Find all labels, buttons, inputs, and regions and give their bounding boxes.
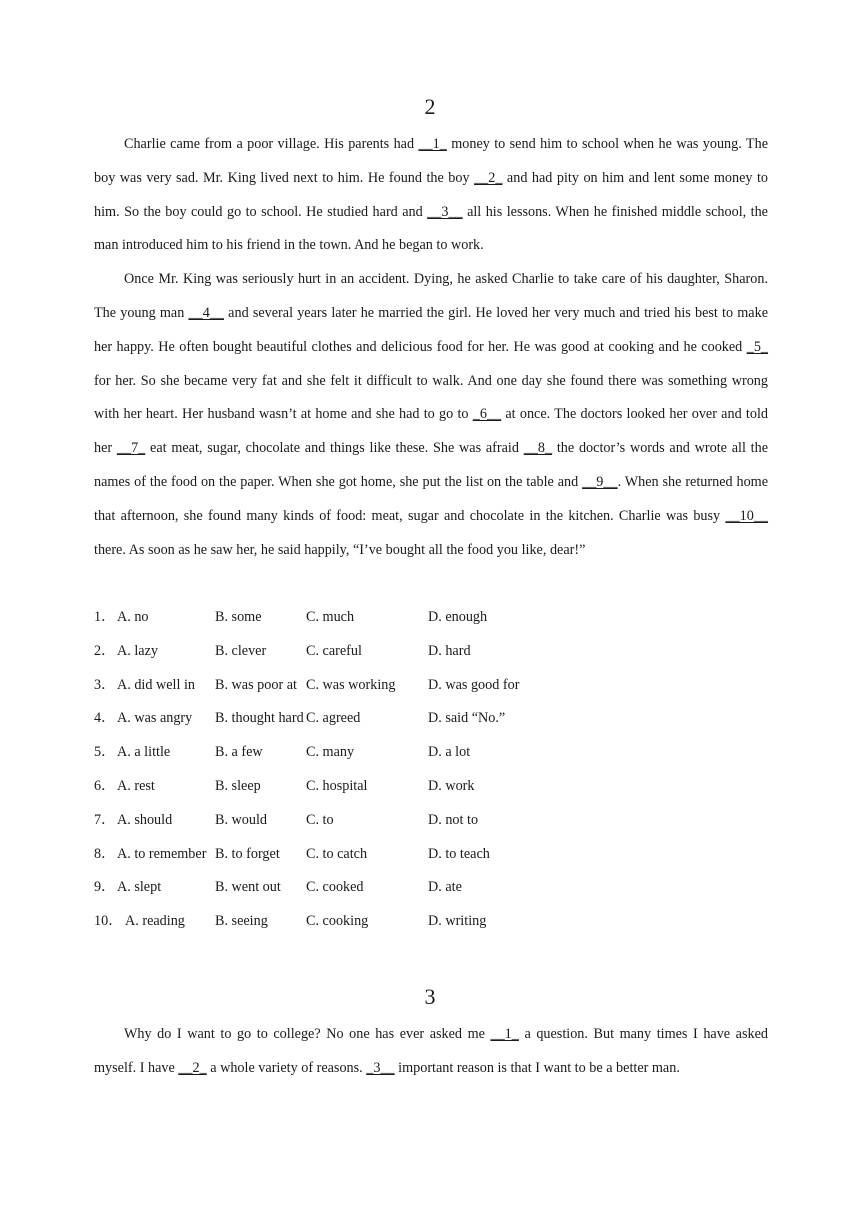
option-d: D. ate xyxy=(428,879,462,896)
blank-1: __1_ xyxy=(418,136,447,152)
option-b: B. thought hard xyxy=(215,710,304,727)
text-run: important reason is that I want to be a better man. xyxy=(394,1059,680,1076)
option-row-6 xyxy=(94,770,768,804)
text-run: at once. The doctors looked her over and told her xyxy=(94,406,768,457)
option-b: B. some xyxy=(215,609,262,625)
option-d: D. hard xyxy=(428,642,471,659)
option-a: A. rest xyxy=(117,777,155,794)
option-c: C. was working xyxy=(306,676,396,693)
text-run: money to send him to school when he was young. The boy was very sad. Mr. King lived next to him. He found the boy xyxy=(94,136,768,186)
option-d: D. a lot xyxy=(428,744,471,761)
option-c: C. many xyxy=(306,744,355,761)
option-row-10 xyxy=(94,905,768,939)
passage-2 xyxy=(94,128,768,567)
blank-10: __10__ xyxy=(725,507,768,524)
blank-2: __2_ xyxy=(178,1059,207,1076)
text-run: a whole variety of reasons. xyxy=(206,1059,367,1076)
option-c: C. cooking xyxy=(306,913,369,930)
option-b: B. would xyxy=(215,811,268,828)
option-row-5 xyxy=(94,736,768,770)
option-row-3 xyxy=(94,669,768,703)
text-run: . When she returned home that afternoon, she found many kinds of food: meat, sugar and chocolate in the kitchen. Charlie was busy xyxy=(94,473,768,524)
option-row-9 xyxy=(94,871,768,905)
blank-3: __3__ xyxy=(427,203,463,220)
option-c: C. to xyxy=(306,811,334,828)
text-run: all his lessons. When he finished middle school, the man introduced him to his friend in the town. And he began to work. xyxy=(94,203,768,254)
passage-3 xyxy=(94,1018,768,1086)
text-run: there. As soon as he saw her, he said happily, “I’ve bought all the food you like, dear!” xyxy=(94,541,586,558)
text-run: eat meat, sugar, chocolate and things like these. She was afraid xyxy=(145,440,524,457)
option-d: D. said “No.” xyxy=(428,710,506,727)
option-d: D. not to xyxy=(428,811,479,828)
question-number: 8． xyxy=(94,845,116,862)
question-number: 4． xyxy=(94,710,116,727)
text-run: Once Mr. King was seriously hurt in an accident. Dying, he asked Charlie to take care of his daughter, Sharon. The young man xyxy=(94,271,768,321)
option-row-4 xyxy=(94,702,768,736)
option-b: B. clever xyxy=(215,642,267,659)
option-row-7 xyxy=(94,804,768,838)
option-b: B. sleep xyxy=(215,777,261,794)
question-number: 7． xyxy=(94,811,116,828)
option-c: C. agreed xyxy=(306,710,361,727)
option-a: A. slept xyxy=(117,879,162,896)
option-c: C. hospital xyxy=(306,777,368,794)
option-d: D. writing xyxy=(428,913,487,930)
option-row-8 xyxy=(94,838,768,872)
text-run: and several years later he married the girl. He loved her very much and tried his best to make her happy. He often bought beautiful clothes and delicious food for her. He was good at cooking and he cooked xyxy=(94,304,768,355)
question-number: 1． xyxy=(94,609,116,625)
question-number: 9． xyxy=(94,879,116,896)
option-a: A. should xyxy=(117,811,173,828)
section-title-3: 3 xyxy=(424,984,436,1009)
option-row-2 xyxy=(94,635,768,669)
option-a: A. did well in xyxy=(117,676,196,693)
blank-7: __7_ xyxy=(116,440,146,457)
section-title-2: 2 xyxy=(424,94,436,119)
question-number: 3． xyxy=(94,676,116,693)
option-a: A. no xyxy=(117,609,149,625)
text-run: Why do I want to go to college? No one has ever asked me xyxy=(124,1026,491,1042)
option-c: C. careful xyxy=(306,642,362,659)
answer-options xyxy=(94,601,768,939)
option-row-1 xyxy=(94,601,768,635)
blank-2: __2_ xyxy=(474,169,503,186)
text-run: the doctor’s words and wrote all the names of the food on the paper. When she got home, she put the list on the table and xyxy=(94,440,768,490)
option-d: D. to teach xyxy=(428,845,490,862)
blank-3: _3__ xyxy=(366,1059,395,1076)
option-a: A. reading xyxy=(125,913,185,930)
blank-4: __4__ xyxy=(188,304,224,321)
option-a: A. to remember xyxy=(117,845,207,862)
question-number: 5． xyxy=(94,744,116,761)
option-c: C. cooked xyxy=(306,879,364,896)
option-b: B. a few xyxy=(215,744,263,761)
text-run: a question. But many times I have asked myself. I have xyxy=(94,1026,768,1076)
question-number: 10． xyxy=(94,913,123,930)
question-number: 6． xyxy=(94,777,116,794)
option-c: C. much xyxy=(306,609,355,625)
text-run: for her. So she became very fat and she felt it difficult to walk. And one day she found there was something wrong with her heart. Her husband wasn’t at home and she had to go to xyxy=(94,372,768,423)
option-a: A. lazy xyxy=(117,642,158,659)
option-c: C. to catch xyxy=(306,845,368,862)
question-number: 2． xyxy=(94,642,116,659)
blank-9: __9__ xyxy=(582,473,618,490)
blank-8: __8_ xyxy=(523,440,553,457)
option-a: A. a little xyxy=(117,744,171,761)
text-run: and had pity on him and lent some money to him. So the boy could go to school. He studied hard and xyxy=(94,169,768,220)
option-a: A. was angry xyxy=(117,710,193,727)
passage-3-paragraph-1 xyxy=(94,1018,768,1086)
passage-2-paragraph-1 xyxy=(94,128,768,263)
option-d: D. work xyxy=(428,777,475,794)
blank-6: _6__ xyxy=(472,406,502,423)
option-b: B. to forget xyxy=(215,845,280,862)
text-run: Charlie came from a poor village. His parents had xyxy=(124,136,419,152)
option-b: B. went out xyxy=(215,879,281,896)
option-b: B. seeing xyxy=(215,913,268,930)
blank-1: __1_ xyxy=(490,1026,519,1042)
option-b: B. was poor at xyxy=(215,676,297,693)
option-d: D. was good for xyxy=(428,676,520,693)
blank-5: _5_ xyxy=(746,338,768,355)
passage-2-paragraph-2 xyxy=(94,263,768,567)
option-d: D. enough xyxy=(428,609,488,625)
